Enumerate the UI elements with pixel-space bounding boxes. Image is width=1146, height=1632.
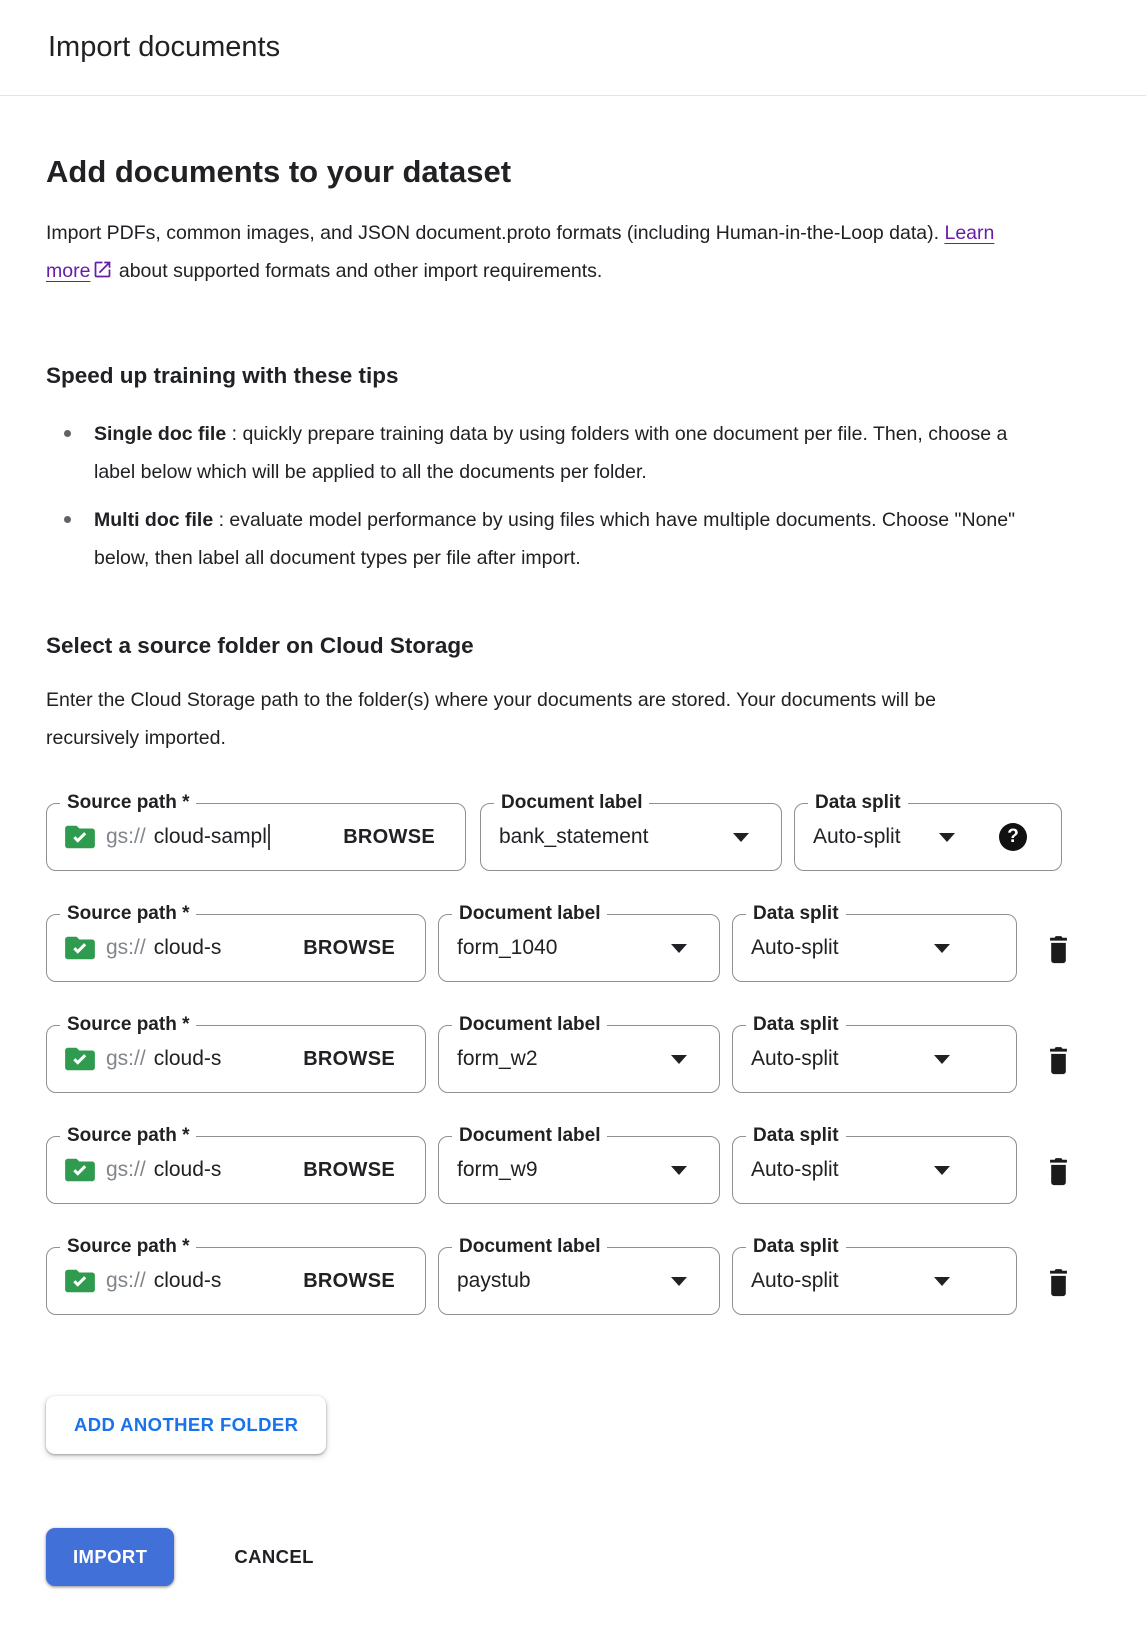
source-path-label: Source path *	[60, 792, 196, 814]
document-label-select[interactable]	[438, 1236, 720, 1315]
chevron-down-icon	[939, 833, 955, 842]
gs-prefix: gs://	[106, 825, 146, 848]
browse-button[interactable]: BROWSE	[295, 931, 403, 966]
source-path-label: Source path *	[60, 1125, 196, 1147]
data-split-value: Auto-split	[751, 936, 839, 959]
delete-row-button[interactable]	[1043, 1265, 1074, 1299]
help-icon[interactable]: ?	[999, 823, 1027, 851]
source-path-label: Source path *	[60, 1236, 196, 1258]
document-label-select[interactable]	[438, 903, 720, 982]
data-split-label: Data split	[746, 1125, 846, 1147]
data-split-select[interactable]	[794, 792, 1062, 871]
tip-single-doc	[46, 415, 1046, 491]
import-folder-row	[46, 792, 1100, 871]
page-title: Add documents to your dataset	[46, 154, 512, 189]
document-label-select[interactable]	[480, 792, 782, 871]
delete-row-button[interactable]	[1043, 932, 1074, 966]
tip-term: Multi doc file	[94, 509, 214, 531]
document-label-select[interactable]	[438, 1014, 720, 1093]
document-label-select[interactable]	[438, 1125, 720, 1204]
intro-text-before: Import PDFs, common images, and JSON document.proto formats (including Human-in-the-Loop data).	[46, 222, 945, 244]
data-split-select[interactable]	[732, 1125, 1017, 1204]
import-folder-row	[46, 1014, 1100, 1093]
source-path-field[interactable]	[46, 903, 426, 982]
gs-prefix: gs://	[106, 1158, 146, 1181]
folder-rows	[46, 792, 1100, 1315]
folder-check-icon	[65, 935, 95, 961]
chevron-down-icon	[671, 1055, 687, 1064]
tip-term: Single doc file	[94, 423, 227, 445]
source-path-input[interactable]: cloud-s	[153, 1158, 222, 1181]
source-path-input[interactable]: cloud-s	[153, 936, 222, 959]
folder-check-icon	[65, 1157, 95, 1183]
text-caret	[268, 824, 270, 850]
intro-text-after: about supported formats and other import requirements.	[113, 260, 603, 282]
dialog-actions	[46, 1528, 1100, 1586]
browse-button[interactable]: BROWSE	[295, 1042, 403, 1077]
data-split-value: Auto-split	[751, 1269, 839, 1292]
folder-check-icon	[65, 1046, 95, 1072]
document-label-label: Document label	[494, 792, 649, 814]
document-label-value: form_1040	[457, 936, 558, 959]
import-dialog-body	[0, 154, 1146, 1586]
browse-button[interactable]: BROWSE	[295, 1264, 403, 1299]
gs-prefix: gs://	[106, 1047, 146, 1070]
import-button[interactable]: IMPORT	[46, 1528, 174, 1586]
browse-button[interactable]: BROWSE	[295, 1153, 403, 1188]
browse-button[interactable]: BROWSE	[335, 820, 443, 855]
folder-check-icon	[65, 824, 95, 850]
data-split-label: Data split	[746, 903, 846, 925]
document-label-label: Document label	[452, 903, 607, 925]
chevron-down-icon	[733, 833, 749, 842]
tips-heading: Speed up training with these tips	[46, 363, 399, 388]
chevron-down-icon	[671, 1166, 687, 1175]
document-label-label: Document label	[452, 1236, 607, 1258]
import-folder-row	[46, 1236, 1100, 1315]
data-split-select[interactable]	[732, 1014, 1017, 1093]
source-folder-heading: Select a source folder on Cloud Storage	[46, 633, 474, 658]
document-label-label: Document label	[452, 1014, 607, 1036]
data-split-value: Auto-split	[751, 1047, 839, 1070]
chevron-down-icon	[934, 944, 950, 953]
source-path-input[interactable]: cloud-s	[153, 1047, 222, 1070]
document-label-value: form_w9	[457, 1158, 538, 1181]
source-path-input[interactable]: cloud-sampl	[153, 825, 267, 848]
chevron-down-icon	[934, 1277, 950, 1286]
source-path-input[interactable]: cloud-s	[153, 1269, 222, 1292]
cancel-button[interactable]: CANCEL	[222, 1538, 325, 1576]
add-another-folder-button[interactable]: ADD ANOTHER FOLDER	[46, 1396, 326, 1454]
data-split-value: Auto-split	[813, 825, 901, 848]
tip-multi-doc	[46, 501, 1046, 577]
gs-prefix: gs://	[106, 936, 146, 959]
delete-row-button[interactable]	[1043, 1154, 1074, 1188]
import-folder-row	[46, 903, 1100, 982]
chevron-down-icon	[671, 944, 687, 953]
folder-check-icon	[65, 1268, 95, 1294]
source-path-field[interactable]	[46, 1236, 426, 1315]
data-split-select[interactable]	[732, 1236, 1017, 1315]
data-split-label: Data split	[746, 1014, 846, 1036]
source-path-field[interactable]	[46, 792, 466, 871]
dialog-title: Import documents	[48, 31, 281, 63]
source-path-field[interactable]	[46, 1125, 426, 1204]
data-split-label: Data split	[808, 792, 908, 814]
tip-text: : evaluate model performance by using files which have multiple documents. Choose "None" below, then label all document types per file after import.	[94, 509, 1016, 569]
data-split-value: Auto-split	[751, 1158, 839, 1181]
source-path-field[interactable]	[46, 1014, 426, 1093]
source-path-label: Source path *	[60, 903, 196, 925]
tips-list	[46, 415, 1100, 577]
document-label-value: form_w2	[457, 1047, 538, 1070]
chevron-down-icon	[934, 1166, 950, 1175]
source-folder-description: Enter the Cloud Storage path to the folder(s) where your documents are stored. Your documents will be recursively imported.	[46, 689, 936, 749]
intro-paragraph	[46, 214, 1038, 293]
import-folder-row	[46, 1125, 1100, 1204]
delete-row-button[interactable]	[1043, 1043, 1074, 1077]
chevron-down-icon	[934, 1055, 950, 1064]
tip-text: : quickly prepare training data by using folders with one document per file. Then, choose a label below which will be applied to all the documents per folder.	[94, 423, 1008, 483]
external-link-icon	[92, 255, 113, 293]
document-label-label: Document label	[452, 1125, 607, 1147]
dialog-header	[0, 0, 1146, 96]
document-label-value: bank_statement	[499, 825, 649, 848]
gs-prefix: gs://	[106, 1269, 146, 1292]
learn-more-label: Learn more	[46, 222, 995, 282]
document-label-value: paystub	[457, 1269, 531, 1292]
source-path-label: Source path *	[60, 1014, 196, 1036]
data-split-select[interactable]	[732, 903, 1017, 982]
data-split-label: Data split	[746, 1236, 846, 1258]
chevron-down-icon	[671, 1277, 687, 1286]
